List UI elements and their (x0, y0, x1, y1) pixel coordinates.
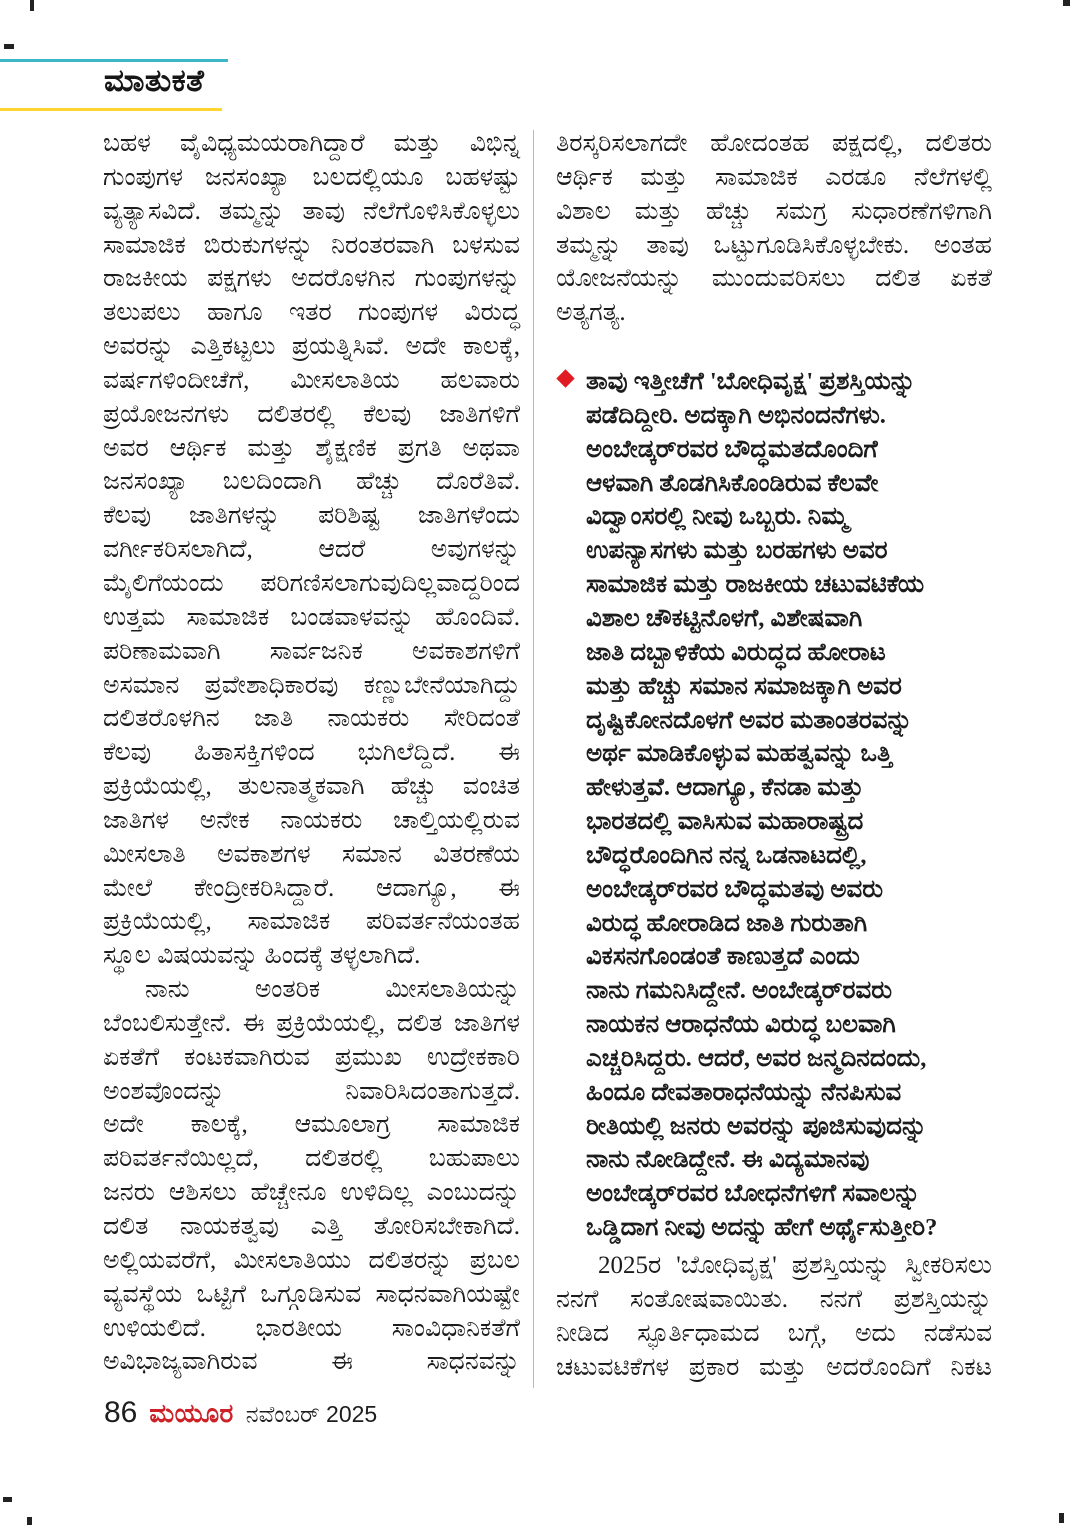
text-line: ವಿಕಸನಗೊಂಡಂತೆ ಕಾಣುತ್ತದೆ ಎಂದು (586, 943, 860, 971)
text-line: ನನಗೆ ಸಂತೋಷವಾಯಿತು. ನನಗೆ ಪ್ರಶಸ್ತಿಯನ್ನು (556, 1285, 992, 1313)
text-line: ಅವರನ್ನು ಎತ್ತಿಕಟ್ಟಲು ಪ್ರಯತ್ನಿಸಿವೆ. ಅದೇ ಕಾಲಕ್ಕೆ, (103, 333, 520, 361)
text-line: ಅಲ್ಲಿಯವರೆಗೆ, ಮೀಸಲಾತಿಯು ದಲಿತರನ್ನು ಪ್ರಬಲ (103, 1246, 520, 1274)
text-line: ಅದೇ ಕಾಲಕ್ಕೆ, ಆಮೂಲಾಗ್ರ ಸಾಮಾಜಿಕ (103, 1111, 520, 1139)
text-line: ಬೆಂಬಲಿಸುತ್ತೇನೆ. ಈ ಪ್ರಕ್ರಿಯೆಯಲ್ಲಿ, ದಲಿತ ಜಾತಿಗಳ (103, 1009, 520, 1037)
text-line: ಕೆಲವು ಜಾತಿಗಳನ್ನು ಪರಿಶಿಷ್ಟ ಜಾತಿಗಳೆಂದು (103, 502, 520, 530)
crop-mark-top-left-horizontal (4, 44, 14, 49)
paragraph-block (103, 973, 520, 1379)
text-line: ಕೆಲವು ಹಿತಾಸಕ್ತಿಗಳಿಂದ ಭುಗಿಲೆದ್ದಿದೆ. ಈ (103, 739, 520, 767)
text-line: ಗುಂಪುಗಳ ಜನಸಂಖ್ಯಾ ಬಲದಲ್ಲಿಯೂ ಬಹಳಷ್ಟು (103, 163, 520, 191)
text-line: ದಲಿತ ನಾಯಕತ್ವವು ಎತ್ತಿ ತೋರಿಸಬೇಕಾಗಿದೆ. (103, 1213, 520, 1240)
text-line: ಅತ್ಯಗತ್ಯ. (556, 299, 626, 327)
crop-mark-bottom-left-vertical (27, 1517, 32, 1525)
text-line: ಅಂಬೇಡ್ಕರ್‌ರವರ ಬೌದ್ಧಮತದೊಂದಿಗೆ (586, 435, 878, 463)
text-line: ನಾಯಕನ ಆರಾಧನೆಯ ವಿರುದ್ಧ ಬಲವಾಗಿ (586, 1011, 896, 1039)
text-line: ವಿಶಾಲ ಚೌಕಟ್ಟಿನೊಳಗೆ, ವಿಶೇಷವಾಗಿ (586, 604, 863, 632)
text-line: ಅಂಬೇಡ್ಕರ್‌ರವರ ಬೌದ್ಧಮತವು ಅವರು (586, 875, 884, 903)
text-line: ತಾವು ಇತ್ತೀಚೆಗೆ 'ಬೋಧಿವೃಕ್ಷ' ಪ್ರಶಸ್ತಿಯನ್ನು (586, 368, 916, 396)
text-line: ತಮ್ಮನ್ನು ತಾವು ಒಟ್ಟುಗೂಡಿಸಿಕೊಳ್ಳಬೇಕು. ಅಂತಹ (556, 231, 992, 259)
text-line: ಪ್ರಕ್ರಿಯೆಯಲ್ಲಿ, ತುಲನಾತ್ಮಕವಾಗಿ ಹೆಚ್ಚು ವಂಚಿತ (103, 773, 520, 801)
text-line: ನಾನು ಗಮನಿಸಿದ್ದೇನೆ. ಅಂಬೇಡ್ಕರ್‌ರವರು (586, 977, 892, 1005)
text-line: ಭಾರತದಲ್ಲಿ ವಾಸಿಸುವ ಮಹಾರಾಷ್ಟ್ರದ (586, 808, 864, 836)
text-line: ಹಿಂದೂ ದೇವತಾರಾಧನೆಯನ್ನು ನೆನಪಿಸುವ (586, 1078, 902, 1106)
magazine-logo: ಮಯೂರ (149, 1398, 234, 1428)
text-line: ನಾನು ನೋಡಿದ್ದೇನೆ. ಈ ವಿದ್ಯಮಾನವು (586, 1146, 870, 1174)
text-line: ವ್ಯವಸ್ಥೆಯ ಒಟ್ಟಿಗೆ ಒಗ್ಗೂಡಿಸುವ ಸಾಧನವಾಗಿಯಷ್ಟೇ (103, 1280, 520, 1308)
interview-question-block (556, 365, 992, 1245)
text-line: ರೀತಿಯಲ್ಲಿ ಜನರು ಅವರನ್ನು ಪೂಜಿಸುವುದನ್ನು (586, 1112, 927, 1140)
text-line: ಏಕತೆಗೆ ಕಂಟಕವಾಗಿರುವ ಪ್ರಮುಖ ಉದ್ರೇಕಕಾರಿ (103, 1043, 520, 1071)
text-line: ನಾನು ಅಂತರಿಕ ಮೀಸಲಾತಿಯನ್ನು (145, 976, 520, 1004)
page-footer (104, 1396, 377, 1430)
text-line: ಉಳಿಯಲಿದೆ. ಭಾರತೀಯ ಸಾಂವಿಧಾನಿಕತೆಗೆ (103, 1314, 520, 1342)
text-line: ಆಳವಾಗಿ ತೊಡಗಿಸಿಕೊಂಡಿರುವ ಕೆಲವೇ (586, 469, 879, 497)
text-line: ರಾಜಕೀಯ ಪಕ್ಷಗಳು ಅದರೊಳಗಿನ ಗುಂಪುಗಳನ್ನು (103, 265, 520, 293)
paragraph-block (103, 127, 520, 973)
text-line: ವಿದ್ವಾಂಸರಲ್ಲಿ ನೀವು ಒಬ್ಬರು. ನಿಮ್ಮ (586, 503, 849, 531)
text-line: ಮೈಲಿಗೆಯಂದು ಪರಿಗಣಿಸಲಾಗುವುದಿಲ್ಲವಾದ್ದರಿಂದ (103, 569, 520, 597)
text-line: ಬೌದ್ಧರೊಂದಿಗಿನ ನನ್ನ ಒಡನಾಟದಲ್ಲಿ, (586, 841, 867, 869)
text-line: ದೃಷ್ಟಿಕೋನದೊಳಗೆ ಅವರ ಮತಾಂತರವನ್ನು (586, 706, 913, 734)
header-rule-yellow (0, 108, 222, 111)
text-line: ಮೇಲೆ ಕೇಂದ್ರೀಕರಿಸಿದ್ದಾರೆ. ಆದಾಗ್ಯೂ, ಈ (103, 874, 520, 902)
text-line: ಅವರ ಆರ್ಥಿಕ ಮತ್ತು ಶೈಕ್ಷಣಿಕ ಪ್ರಗತಿ ಅಥವಾ (103, 434, 520, 462)
text-line: ಸ್ಥೂಲ ವಿಷಯವನ್ನು ಹಿಂದಕ್ಕೆ ತಳ್ಳಲಾಗಿದೆ. (103, 942, 421, 970)
text-line: ಅವಿಭಾಜ್ಯವಾಗಿರುವ ಈ ಸಾಧನವನ್ನು (103, 1348, 520, 1376)
text-line: ಬಹಳ ವೈವಿಧ್ಯಮಯರಾಗಿದ್ದಾರೆ ಮತ್ತು ವಿಭಿನ್ನ (103, 130, 520, 157)
text-line: ಮೀಸಲಾತಿ ಅವಕಾಶಗಳ ಸಮಾನ ವಿತರಣೆಯ (103, 840, 520, 868)
text-line: ಸಾಮಾಜಿಕ ಬಿರುಕುಗಳನ್ನು ನಿರಂತರವಾಗಿ ಬಳಸುವ (103, 231, 520, 259)
text-line: ಪರಿವರ್ತನೆಯಿಲ್ಲದೆ, ದಲಿತರಲ್ಲಿ ಬಹುಪಾಲು (103, 1145, 520, 1173)
text-line: ಉಪನ್ಯಾಸಗಳು ಮತ್ತು ಬರಹಗಳು ಅವರ (586, 537, 888, 565)
text-line: ವ್ಯತ್ಯಾಸವಿದೆ. ತಮ್ಮನ್ನು ತಾವು ನೆಲೆಗೊಳಿಸಿಕೊಳ್ಳಲು (103, 197, 520, 225)
text-line: ಅಂಶವೊಂದನ್ನು ನಿವಾರಿಸಿದಂತಾಗುತ್ತದೆ. (103, 1077, 520, 1105)
text-line: ತಲುಪಲು ಹಾಗೂ ಇತರ ಗುಂಪುಗಳ ವಿರುದ್ಧ (103, 299, 520, 327)
paragraph-block (556, 127, 992, 330)
crop-mark-bottom-right (1059, 1513, 1064, 1523)
text-line: ಪ್ರಕ್ರಿಯೆಯಲ್ಲಿ, ಸಾಮಾಜಿಕ ಪರಿವರ್ತನೆಯಂತಹ (103, 908, 520, 936)
text-line: ವಿರುದ್ಧ ಹೋರಾಡಿದ ಜಾತಿ ಗುರುತಾಗಿ (586, 909, 868, 937)
text-line: ಮತ್ತು ಹೆಚ್ಚು ಸಮಾನ ಸಮಾಜಕ್ಕಾಗಿ ಅವರ (586, 672, 902, 700)
header-rule-cyan (0, 59, 228, 62)
text-line: ಜಾತಿಗಳ ಅನೇಕ ನಾಯಕರು ಚಾಲ್ತಿಯಲ್ಲಿರುವ (103, 806, 520, 834)
right-column (556, 127, 992, 1384)
text-line: ಜಾತಿ ದಬ್ಬಾಳಿಕೆಯ ವಿರುದ್ಧದ ಹೋರಾಟ (586, 638, 886, 666)
text-line: ಪ್ರಯೋಜನಗಳು ದಲಿತರಲ್ಲಿ ಕೆಲವು ಜಾತಿಗಳಿಗೆ (103, 400, 520, 428)
text-line: ಹೇಳುತ್ತವೆ. ಆದಾಗ್ಯೂ, ಕೆನಡಾ ಮತ್ತು (586, 774, 864, 802)
text-line: ಅರ್ಥ ಮಾಡಿಕೊಳ್ಳುವ ಮಹತ್ವವನ್ನು ಒತ್ತಿ (586, 740, 893, 768)
page-number: 86 (104, 1396, 138, 1429)
text-line: ವರ್ಷಗಳಿಂದೀಚೆಗೆ, ಮೀಸಲಾತಿಯ ಹಲವಾರು (103, 366, 520, 394)
text-line: ಚಟುವಟಿಕೆಗಳ ಪ್ರಕಾರ ಮತ್ತು ಅದರೊಂದಿಗೆ ನಿಕಟ (556, 1353, 992, 1381)
left-column (103, 127, 520, 1379)
text-line: ಎಚ್ಚರಿಸಿದ್ದರು. ಆದರೆ, ಅವರ ಜನ್ಮದಿನದಂದು, (586, 1044, 927, 1072)
text-line: ಪರಿಣಾಮವಾಗಿ ಸಾರ್ವಜನಿಕ ಅವಕಾಶಗಳಿಗೆ (103, 637, 520, 665)
text-line: ಉತ್ತಮ ಸಾಮಾಜಿಕ ಬಂಡವಾಳವನ್ನು ಹೊಂದಿವೆ. (103, 603, 520, 631)
text-line: 2025ರ 'ಬೋಧಿವೃಕ್ಷ' ಪ್ರಶಸ್ತಿಯನ್ನು ಸ್ವೀಕರಿಸಲು (598, 1252, 992, 1279)
crop-mark-bottom-left-horizontal (3, 1497, 12, 1502)
paragraph-block (556, 1249, 992, 1384)
text-line: ಆರ್ಥಿಕ ಮತ್ತು ಸಾಮಾಜಿಕ ಎರಡೂ ನೆಲೆಗಳಲ್ಲಿ (556, 163, 992, 191)
text-line: ಅಂಬೇಡ್ಕರ್‌ರವರ ಬೋಧನೆಗಳಿಗೆ ಸವಾಲನ್ನು (586, 1180, 921, 1208)
text-line: ಸಾಮಾಜಿಕ ಮತ್ತು ರಾಜಕೀಯ ಚಟುವಟಿಕೆಯ (586, 571, 925, 599)
text-line: ತಿರಸ್ಕರಿಸಲಾಗದೇ ಹೋದಂತಹ ಪಕ್ಷದಲ್ಲಿ, ದಲಿತರು (556, 130, 992, 157)
crop-mark-top-left-vertical (30, 0, 34, 11)
section-title: ಮಾತುಕತೆ (104, 63, 205, 98)
text-line: ಒಡ್ಡಿದಾಗ ನೀವು ಅದನ್ನು ಹೇಗೆ ಅರ್ಥೈಸುತ್ತೀರಿ? (586, 1214, 938, 1242)
text-line: ಜನರು ಆಶಿಸಲು ಹೆಚ್ಚೇನೂ ಉಳಿದಿಲ್ಲ ಎಂಬುದನ್ನು (103, 1179, 520, 1207)
text-line: ದಲಿತರೊಳಗಿನ ಜಾತಿ ನಾಯಕರು ಸೇರಿದಂತೆ (103, 705, 520, 733)
text-line: ವಿಶಾಲ ಮತ್ತು ಹೆಚ್ಚು ಸಮಗ್ರ ಸುಧಾರಣೆಗಳಿಗಾಗಿ (556, 197, 992, 225)
column-divider-rule (533, 130, 534, 1388)
text-line: ವರ್ಗೀಕರಿಸಲಾಗಿದೆ, ಆದರೆ ಅವುಗಳನ್ನು (103, 536, 520, 564)
crop-mark-top-right (1063, 0, 1070, 6)
text-line: ಅಸಮಾನ ಪ್ರವೇಶಾಧಿಕಾರವು ಕಣ್ಣುಬೇನೆಯಾಗಿದ್ದು (103, 671, 520, 699)
text-line: ಜನಸಂಖ್ಯಾ ಬಲದಿಂದಾಗಿ ಹೆಚ್ಚು ದೊರೆತಿವೆ. (103, 468, 520, 496)
issue-date: ನವೆಂಬರ್ 2025 (245, 1401, 378, 1427)
text-line: ನೀಡಿದ ಸ್ಫೂರ್ತಿಧಾಮದ ಬಗ್ಗೆ, ಅದು ನಡೆಸುವ (556, 1319, 992, 1347)
text-line: ಯೋಜನೆಯನ್ನು ಮುಂದುವರಿಸಲು ದಲಿತ ಏಕತೆ (556, 265, 992, 293)
text-line: ಪಡೆದಿದ್ದೀರಿ. ಅದಕ್ಕಾಗಿ ಅಭಿನಂದನೆಗಳು. (586, 401, 886, 429)
